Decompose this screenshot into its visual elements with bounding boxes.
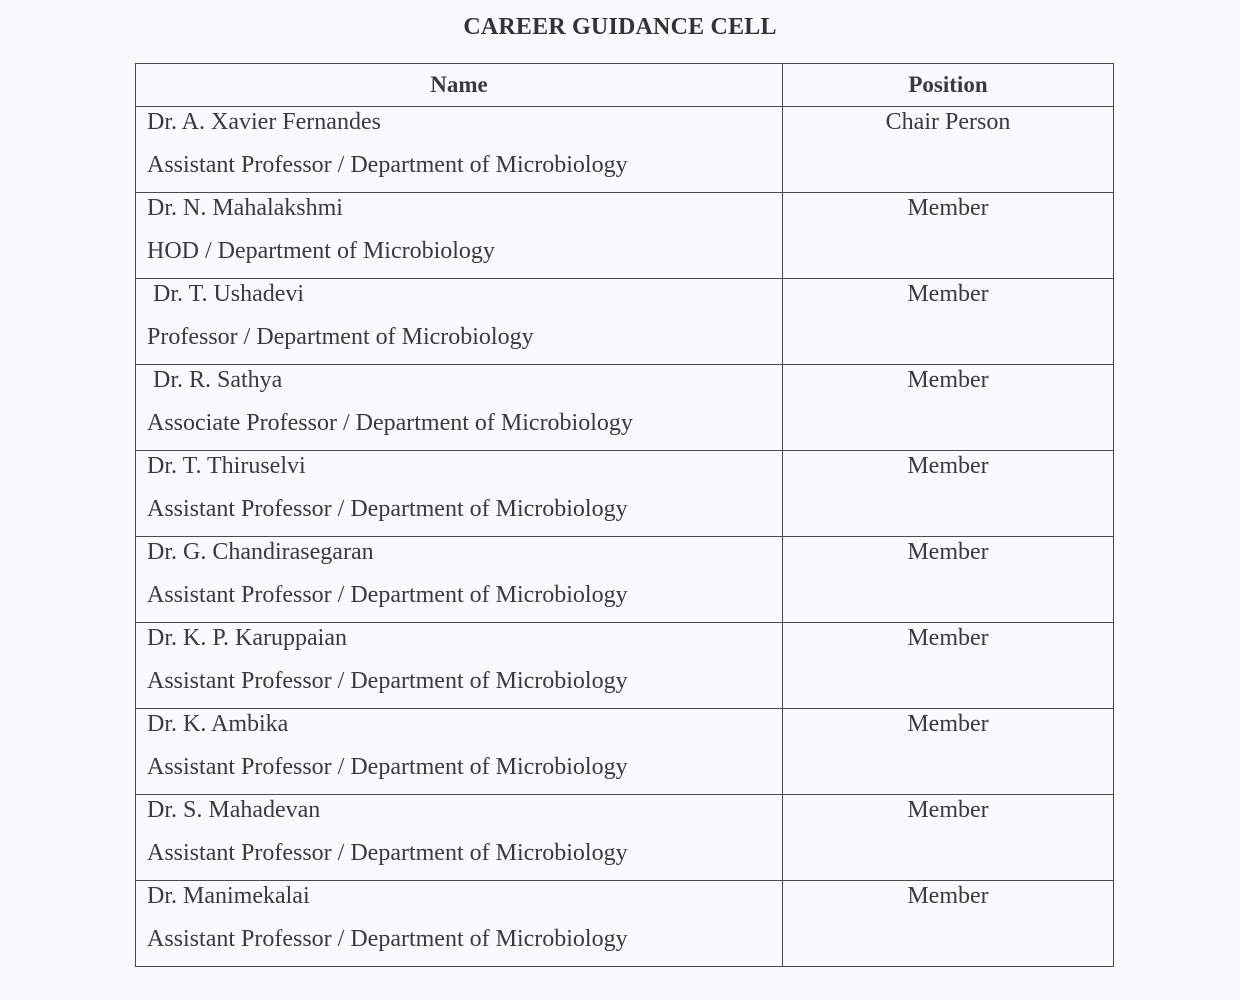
member-position: Member [907, 539, 989, 565]
member-cell [136, 193, 783, 279]
position-cell [783, 451, 1114, 537]
member-name: Dr. R. Sathya [147, 367, 283, 393]
position-cell [783, 365, 1114, 451]
table-row [136, 623, 1114, 709]
position-cell [783, 279, 1114, 365]
member-designation: Assistant Professor / Department of Microbiology [147, 926, 628, 952]
member-position: Chair Person [885, 109, 1011, 135]
table-row [136, 365, 1114, 451]
member-cell [136, 881, 783, 967]
position-cell [783, 881, 1114, 967]
member-designation: Assistant Professor / Department of Microbiology [147, 754, 628, 780]
member-name: Dr. K. Ambika [147, 711, 289, 737]
member-position: Member [907, 797, 989, 823]
member-cell [136, 107, 783, 193]
table-row [136, 709, 1114, 795]
position-cell [783, 193, 1114, 279]
position-cell [783, 709, 1114, 795]
member-position: Member [907, 367, 989, 393]
member-position: Member [907, 453, 989, 479]
member-name: Dr. T. Ushadevi [147, 281, 305, 307]
member-cell [136, 795, 783, 881]
table-row [136, 537, 1114, 623]
member-position: Member [907, 281, 989, 307]
member-cell [136, 709, 783, 795]
member-designation: Assistant Professor / Department of Microbiology [147, 668, 628, 694]
member-cell [136, 365, 783, 451]
member-name: Dr. G. Chandirasegaran [147, 539, 374, 565]
position-column-header: Position [783, 64, 1114, 107]
member-designation: Associate Professor / Department of Microbiology [147, 410, 633, 436]
member-position: Member [907, 625, 989, 651]
member-name: Dr. T. Thiruselvi [147, 453, 306, 479]
member-cell [136, 537, 783, 623]
member-position: Member [907, 711, 989, 737]
member-cell [136, 623, 783, 709]
position-cell [783, 107, 1114, 193]
member-designation: Assistant Professor / Department of Microbiology [147, 496, 628, 522]
member-name: Dr. A. Xavier Fernandes [147, 109, 381, 135]
table-row [136, 795, 1114, 881]
member-name: Dr. K. P. Karuppaian [147, 625, 347, 651]
member-name: Dr. Manimekalai [147, 883, 310, 909]
member-designation: Assistant Professor / Department of Microbiology [147, 582, 628, 608]
table-row [136, 451, 1114, 537]
members-table [135, 63, 1114, 967]
table-row [136, 107, 1114, 193]
member-designation: Assistant Professor / Department of Microbiology [147, 152, 628, 178]
member-name: Dr. N. Mahalakshmi [147, 195, 343, 221]
member-designation: Professor / Department of Microbiology [147, 324, 534, 350]
table-row [136, 881, 1114, 967]
position-cell [783, 623, 1114, 709]
member-designation: HOD / Department of Microbiology [147, 238, 495, 264]
table-header-row [136, 64, 1114, 107]
table-row [136, 279, 1114, 365]
position-cell [783, 795, 1114, 881]
member-cell [136, 451, 783, 537]
name-column-header: Name [136, 64, 783, 107]
member-designation: Assistant Professor / Department of Microbiology [147, 840, 628, 866]
member-position: Member [907, 883, 989, 909]
position-cell [783, 537, 1114, 623]
document-title: CAREER GUIDANCE CELL [463, 14, 777, 40]
member-name: Dr. S. Mahadevan [147, 797, 321, 823]
member-position: Member [907, 195, 989, 221]
member-cell [136, 279, 783, 365]
table-row [136, 193, 1114, 279]
